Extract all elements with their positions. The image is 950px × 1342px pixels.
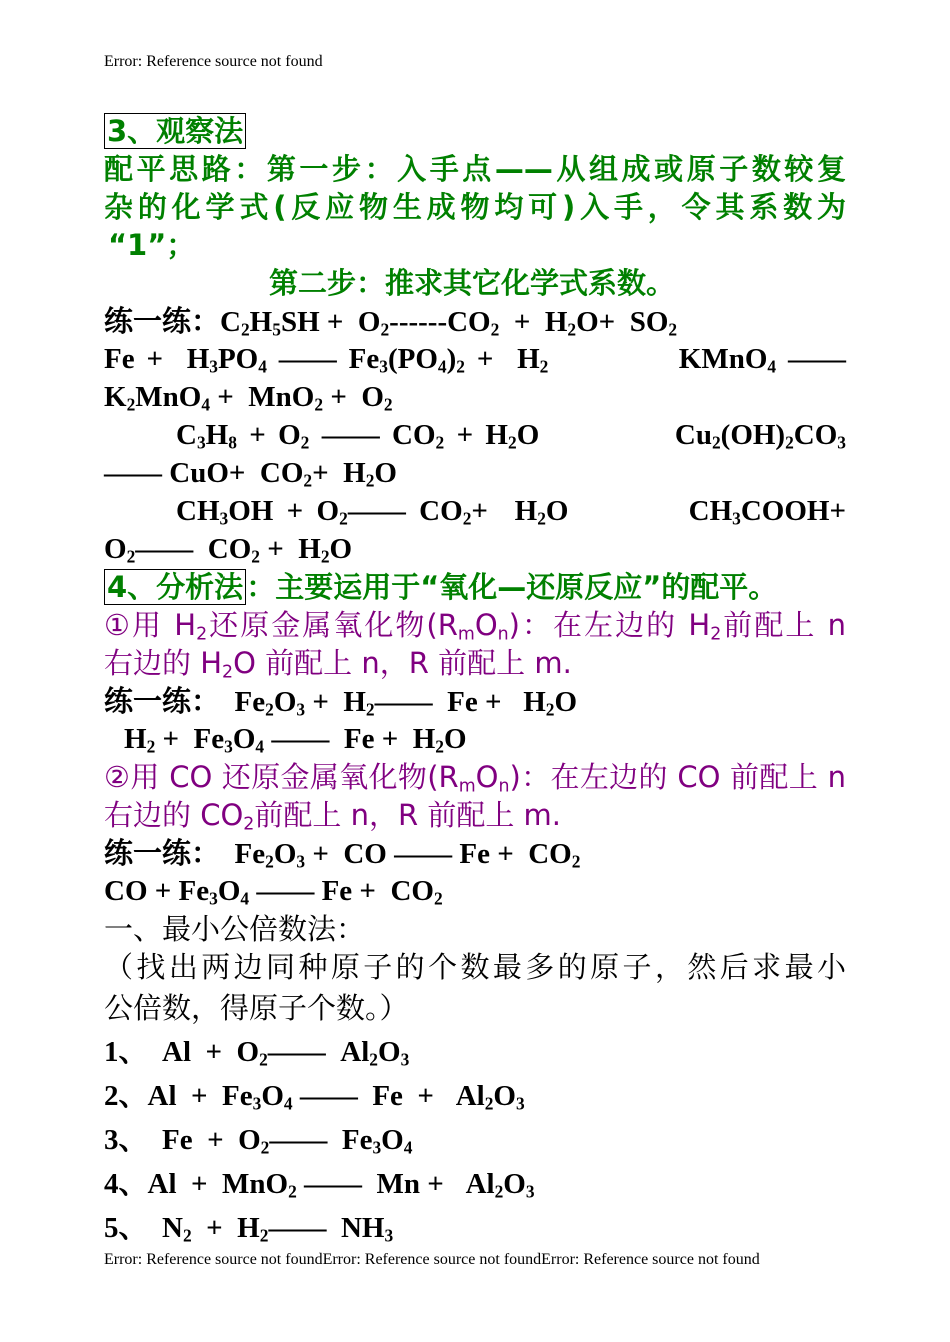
practice-equation-5: —— $CuO+ CO_2+ H_2O$ [104,457,397,491]
exercise-4: 4、Al + MnO$_2$ —— $Mn + Al_2O_3$ [104,1168,535,1202]
practice-equation-3: $K_2MnO_4 + MnO_2 + O_2$ [104,381,393,415]
section-4-desc: ：主要运用于“氧化—还原反应”的配平。 [246,570,778,604]
exercise-5: 5、 $N_2$ + $H_2——$ $NH_3$ [104,1212,394,1246]
practice-equation-6: $CH_3OH$ + $O_2——$ $CO_2+ H_2O$ $CH_3COOH+$ [176,495,846,529]
practice-equation-11: CO + $Fe_3O_4$ —— $Fe + CO_2$ [104,875,443,909]
exercise-1: 1、 $Al + O_2——$ $Al_2O_3$ [104,1036,410,1070]
balancing-idea-line-2: 杂的化学式(反应物生成物均可)入手，令其系数为 [104,190,846,224]
practice-equation-9: $H_2 + Fe_3O_4$ —— $Fe + H_2O$ [124,723,467,757]
section-4-heading [104,568,846,606]
rule-1-line-1: ①用 $H_2$还原金属氧化物$(R_mO_n)$：在左边的 $H_2$前配上 n [104,608,846,645]
practice-equation-10: 练一练： $Fe_2O_3$ + CO —— $Fe + CO_2$ [104,836,581,872]
section-4-title: 4、分析法 [104,569,246,605]
page-footer: Error: Reference source not foundError: Reference source not foundError: Reference source not found [104,1251,760,1268]
practice-label: 练一练： [104,684,221,718]
practice-equation-7: $O_2——$ $CO_2 + H_2O$ [104,533,353,567]
practice-equation-8: 练一练： $Fe_2O_3$ + $H_2——$ $Fe + H_2O$ [104,684,578,720]
practice-equation-1: 练一练：$C_2H_5SH + O_2------CO_2 + H_2O+ SO_2$ [104,304,678,340]
document-body [104,112,846,1250]
practice-equation-2: $Fe + H_3PO_4$ —— $Fe_3(PO_4)_2 + H_2$ KMnO$_4$ —— [104,343,846,377]
section-1-note-2: 公倍数，得原子个数。） [104,991,409,1025]
practice-label: 练一练： [104,836,221,870]
section-3-heading [104,112,846,150]
section-1-title: 一、最小公倍数法： [104,912,366,946]
idea-label: 配平思路： [104,152,267,186]
page-header: Error: Reference source not found [104,53,323,70]
rule-2-line-2: 右边的 $CO_2$前配上 n，R 前配上 m. [104,798,562,835]
rule-1-line-2: 右边的 $H_2O$ 前配上 n，R 前配上 m. [104,646,572,683]
exercise-2: 2、$Al + Fe_3O_4$ —— $Fe + Al_2O_3$ [104,1080,525,1114]
balancing-idea-step-2: 第二步：推求其它化学式系数。 [269,266,676,300]
practice-label: 练一练： [104,304,221,338]
practice-equation-4: $C_3H_8 + O_2$ —— $CO_2 + H_2O$ $Cu_2(OH)_2CO_3$ [176,419,846,453]
balancing-idea-line-3: “1”； [108,228,196,262]
section-1-note-1: （找出两边同种原子的个数最多的原子，然后求最小 [104,950,846,984]
section-3-title: 3、观察法 [104,113,246,149]
exercise-3: 3、 $Fe + O_2——$ $Fe_3O_4$ [104,1124,413,1158]
rule-2-line-1: ②用 CO 还原金属氧化物$(R_mO_n)$：在左边的 CO 前配上 n [104,760,846,797]
balancing-idea-line-1: 配平思路：第一步：入手点——从组成或原子数较复 [104,152,846,186]
